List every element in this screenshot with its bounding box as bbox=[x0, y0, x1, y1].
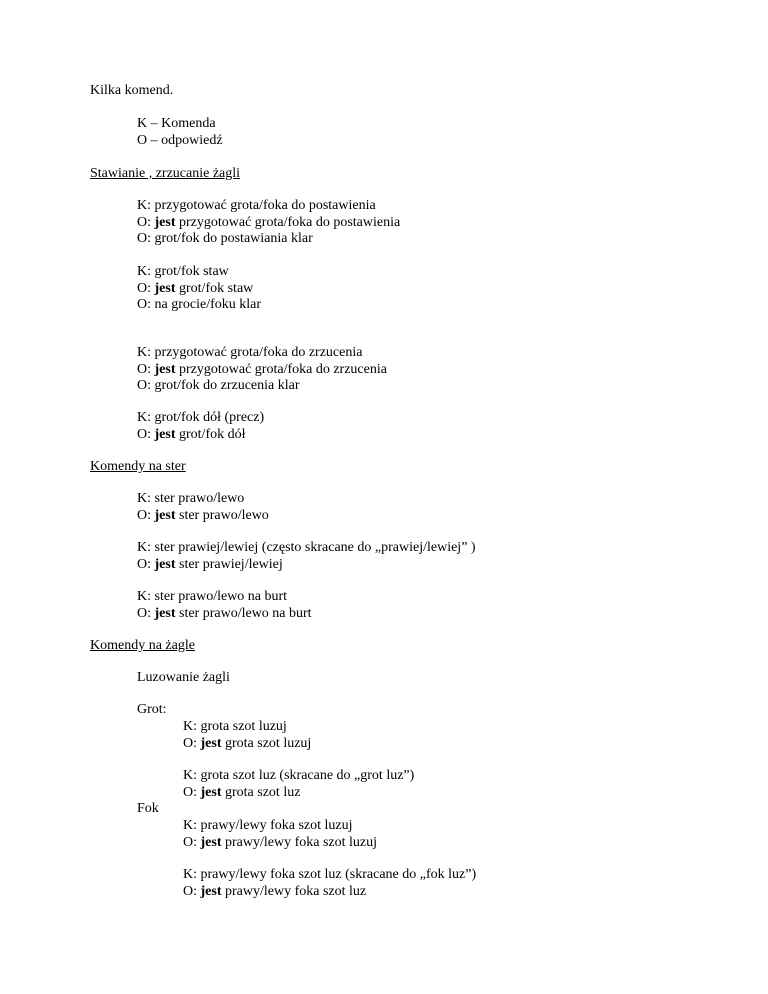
line-prefix: O: bbox=[137, 426, 155, 442]
line-text: przygotować grota/foka do zrzucenia bbox=[175, 361, 387, 377]
line-emphasis: jest bbox=[200, 883, 222, 899]
command-line bbox=[137, 410, 264, 427]
line-prefix: O: bbox=[137, 297, 155, 312]
line-emphasis: jest bbox=[200, 784, 222, 800]
legend bbox=[137, 116, 223, 149]
command-line bbox=[137, 345, 387, 362]
line-text: przygotować grota/foka do postawienia bbox=[175, 214, 401, 230]
response-line bbox=[183, 884, 476, 901]
line-prefix: O: bbox=[137, 378, 155, 393]
line-text: grota szot luz bbox=[221, 784, 301, 800]
line-emphasis: jest bbox=[154, 507, 176, 523]
line-text: prawy/lewy foka szot luzuj bbox=[200, 818, 353, 833]
heading-helm: Komendy na ster bbox=[90, 459, 186, 474]
response-line bbox=[137, 508, 269, 525]
command-line bbox=[137, 540, 476, 557]
line-text: ster prawo/lewo bbox=[154, 491, 245, 506]
group-helm-hard bbox=[137, 589, 312, 622]
response-line bbox=[137, 557, 476, 574]
line-emphasis: jest bbox=[154, 214, 176, 230]
response-line bbox=[137, 281, 261, 298]
response-line bbox=[137, 215, 400, 232]
line-emphasis: jest bbox=[200, 735, 222, 751]
line-prefix: K: bbox=[183, 818, 201, 833]
group-sails-drop bbox=[137, 410, 264, 443]
line-text: ster prawo/lewo na burt bbox=[175, 605, 312, 621]
line-prefix: K: bbox=[137, 264, 155, 279]
response-line bbox=[137, 378, 387, 395]
group-fok-release bbox=[183, 867, 476, 900]
response-line bbox=[137, 362, 387, 379]
line-text: grota szot luzuj bbox=[200, 719, 287, 734]
command-line bbox=[137, 264, 261, 281]
command-line bbox=[183, 818, 377, 835]
line-text: ster prawo/lewo na burt bbox=[154, 589, 288, 604]
line-prefix: O: bbox=[137, 605, 155, 621]
heading-sheets: Komendy na żagle bbox=[90, 638, 195, 653]
command-line bbox=[137, 589, 312, 606]
line-text: grot/fok staw bbox=[154, 264, 229, 279]
line-prefix: O: bbox=[137, 280, 155, 296]
response-line bbox=[183, 835, 377, 852]
legend-o: O – odpowiedź bbox=[137, 132, 223, 148]
label-grot: Grot: bbox=[137, 702, 167, 717]
line-prefix: O: bbox=[137, 231, 155, 246]
line-prefix: O: bbox=[137, 361, 155, 377]
group-helm-adjust bbox=[137, 540, 476, 573]
line-emphasis: jest bbox=[154, 556, 176, 572]
line-text: grota szot luzuj bbox=[221, 735, 312, 751]
command-line bbox=[183, 719, 311, 736]
label-fok: Fok bbox=[137, 801, 159, 816]
legend-k: K – Komenda bbox=[137, 116, 216, 131]
response-line bbox=[137, 427, 264, 444]
line-text: ster prawiej/lewiej (często skracane do „prawiej/lewiej” ) bbox=[154, 540, 476, 555]
line-emphasis: jest bbox=[154, 426, 176, 442]
subheading-easing: Luzowanie żagli bbox=[137, 670, 230, 685]
group-grot-ease bbox=[183, 719, 311, 752]
group-grot-release bbox=[183, 768, 414, 801]
line-text: prawy/lewy foka szot luzuj bbox=[221, 834, 378, 850]
line-prefix: O: bbox=[183, 834, 201, 850]
line-text: przygotować grota/foka do zrzucenia bbox=[154, 345, 363, 360]
group-fok-ease bbox=[183, 818, 377, 851]
line-text: przygotować grota/foka do postawienia bbox=[154, 198, 376, 213]
line-prefix: K: bbox=[137, 345, 155, 360]
line-emphasis: jest bbox=[154, 605, 176, 621]
line-prefix: O: bbox=[183, 784, 201, 800]
command-line bbox=[183, 768, 414, 785]
response-line bbox=[137, 297, 261, 314]
line-text: na grocie/foku klar bbox=[154, 297, 262, 312]
line-prefix: O: bbox=[137, 556, 155, 572]
group-sails-drop-prepare bbox=[137, 345, 387, 395]
line-prefix: K: bbox=[183, 719, 201, 734]
line-prefix: K: bbox=[137, 198, 155, 213]
response-line bbox=[137, 231, 400, 248]
line-text: grot/fok do postawiania klar bbox=[154, 231, 313, 246]
line-text: grota szot luz (skracane do „grot luz”) bbox=[200, 768, 415, 783]
line-text: grot/fok dół bbox=[175, 426, 246, 442]
line-text: ster prawiej/lewiej bbox=[175, 556, 283, 572]
group-helm-turn bbox=[137, 491, 269, 524]
line-prefix: K: bbox=[183, 768, 201, 783]
line-emphasis: jest bbox=[200, 834, 222, 850]
line-prefix: O: bbox=[137, 507, 155, 523]
line-text: prawy/lewy foka szot luz bbox=[221, 883, 367, 899]
line-text: prawy/lewy foka szot luz (skracane do „fok luz”) bbox=[200, 867, 477, 882]
line-prefix: K: bbox=[137, 589, 155, 604]
group-sails-hoist bbox=[137, 264, 261, 314]
response-line bbox=[137, 606, 312, 623]
line-emphasis: jest bbox=[154, 280, 176, 296]
line-text: grot/fok staw bbox=[175, 280, 254, 296]
response-line bbox=[183, 785, 414, 802]
line-text: grot/fok dół (precz) bbox=[154, 410, 265, 425]
line-prefix: K: bbox=[137, 540, 155, 555]
line-prefix: O: bbox=[183, 735, 201, 751]
command-line bbox=[183, 867, 476, 884]
line-prefix: K: bbox=[183, 867, 201, 882]
command-line bbox=[137, 491, 269, 508]
line-emphasis: jest bbox=[154, 361, 176, 377]
group-sails-hoist-prepare bbox=[137, 198, 400, 248]
heading-sails: Stawianie , zrzucanie żagli bbox=[90, 166, 241, 181]
line-prefix: O: bbox=[183, 883, 201, 899]
document-title: Kilka komend. bbox=[90, 83, 174, 98]
line-text: grot/fok do zrzucenia klar bbox=[154, 378, 300, 393]
line-prefix: K: bbox=[137, 410, 155, 425]
line-prefix: O: bbox=[137, 214, 155, 230]
response-line bbox=[183, 736, 311, 753]
command-line bbox=[137, 198, 400, 215]
line-text: ster prawo/lewo bbox=[175, 507, 269, 523]
line-prefix: K: bbox=[137, 491, 155, 506]
